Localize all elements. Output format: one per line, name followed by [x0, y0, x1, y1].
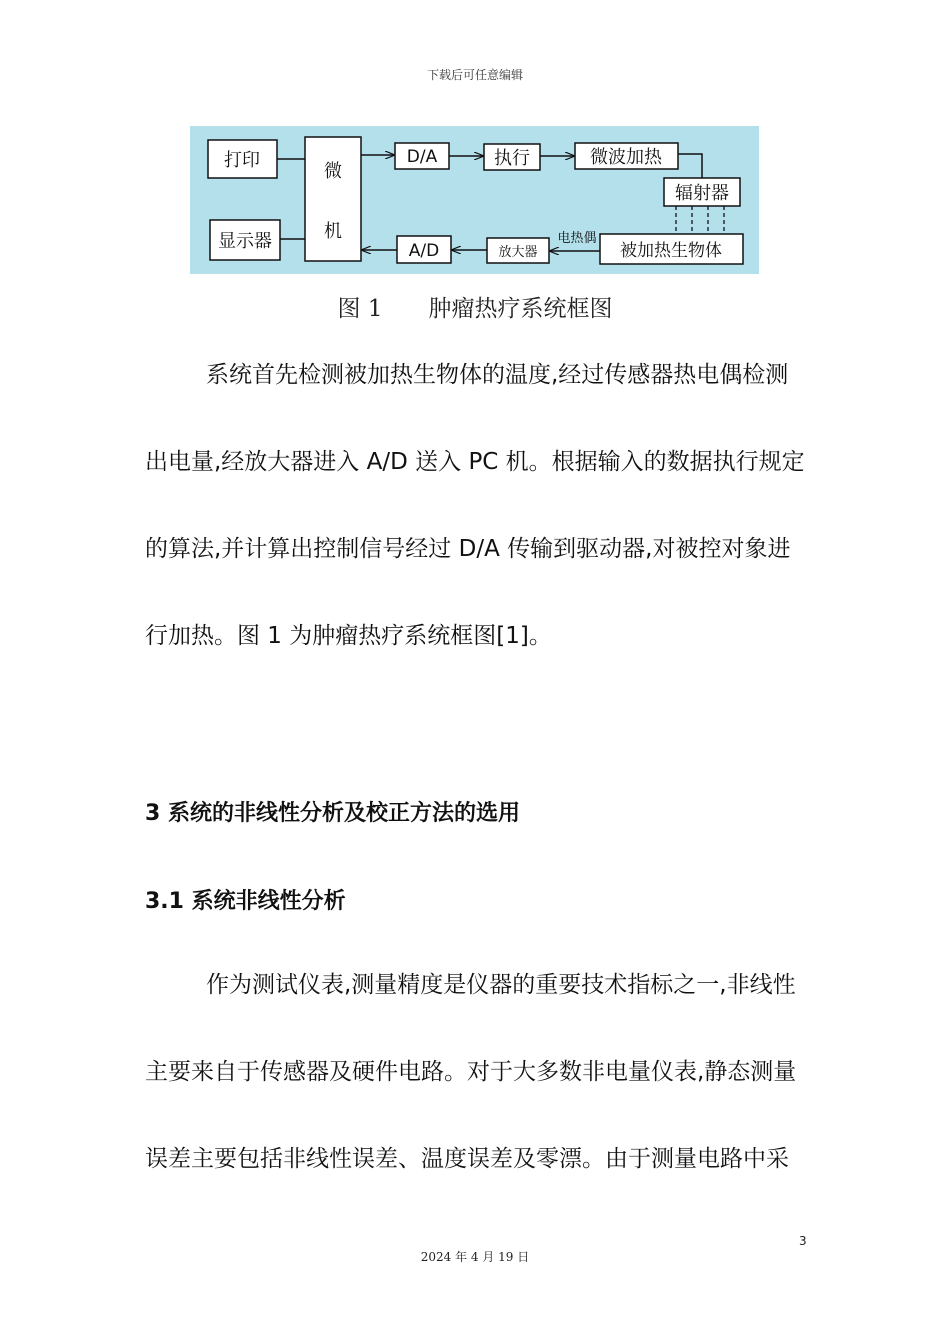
- block-diagram: [190, 126, 759, 274]
- microwave-label: 微波加热: [590, 147, 662, 168]
- thermocouple-label: 电热偶: [557, 231, 597, 246]
- header-note: 下载后可任意编辑: [426, 68, 523, 82]
- radiator-label: 辐射器: [675, 183, 729, 204]
- mcu-label-line1: 微: [324, 161, 342, 182]
- footer-date: 2024 年 4 月 19 日: [420, 1250, 530, 1264]
- paragraph-1-text: 系统首先检测被加热生物体的温度,经过传感器热电偶检测出电量,经放大器进入 A/D 送入 PC 机。根据输入的数据执行规定的算法,并计算出控制信号经过 D/A 传输到驱动器,对被控对象进行加热。图 1 为肿瘤热疗系统框图[1]。: [145, 362, 805, 649]
- paragraph-2-text: 作为测试仪表,测量精度是仪器的重要技术指标之一,非线性主要来自于传感器及硬件电路。对于大多数非电量仪表,静态测量误差主要包括非线性误差、温度误差及零漂。由于测量电路中采: [145, 972, 797, 1172]
- caption-number: 图 1: [337, 296, 383, 322]
- section-heading-3-1: 3.1 系统非线性分析: [145, 889, 346, 914]
- figure-caption: [0, 290, 950, 323]
- amplifier-label: 放大器: [498, 245, 538, 260]
- paragraph-1: [145, 332, 805, 680]
- exec-label: 执行: [494, 148, 530, 169]
- block-diagram-figure: [190, 126, 759, 274]
- ad-label: A/D: [408, 241, 440, 261]
- section-heading-3: 3 系统的非线性分析及校正方法的选用: [145, 801, 520, 826]
- mcu-label-line2: 机: [324, 221, 342, 242]
- heated-object-label: 被加热生物体: [620, 241, 722, 261]
- page-number: 3: [799, 1234, 807, 1248]
- paragraph-2: [145, 942, 805, 1203]
- da-label: D/A: [406, 147, 438, 167]
- display-label: 显示器: [218, 231, 272, 252]
- microcomputer-block: [305, 137, 361, 261]
- caption-title: 肿瘤热疗系统框图: [428, 296, 613, 322]
- print-label: 打印: [224, 150, 260, 171]
